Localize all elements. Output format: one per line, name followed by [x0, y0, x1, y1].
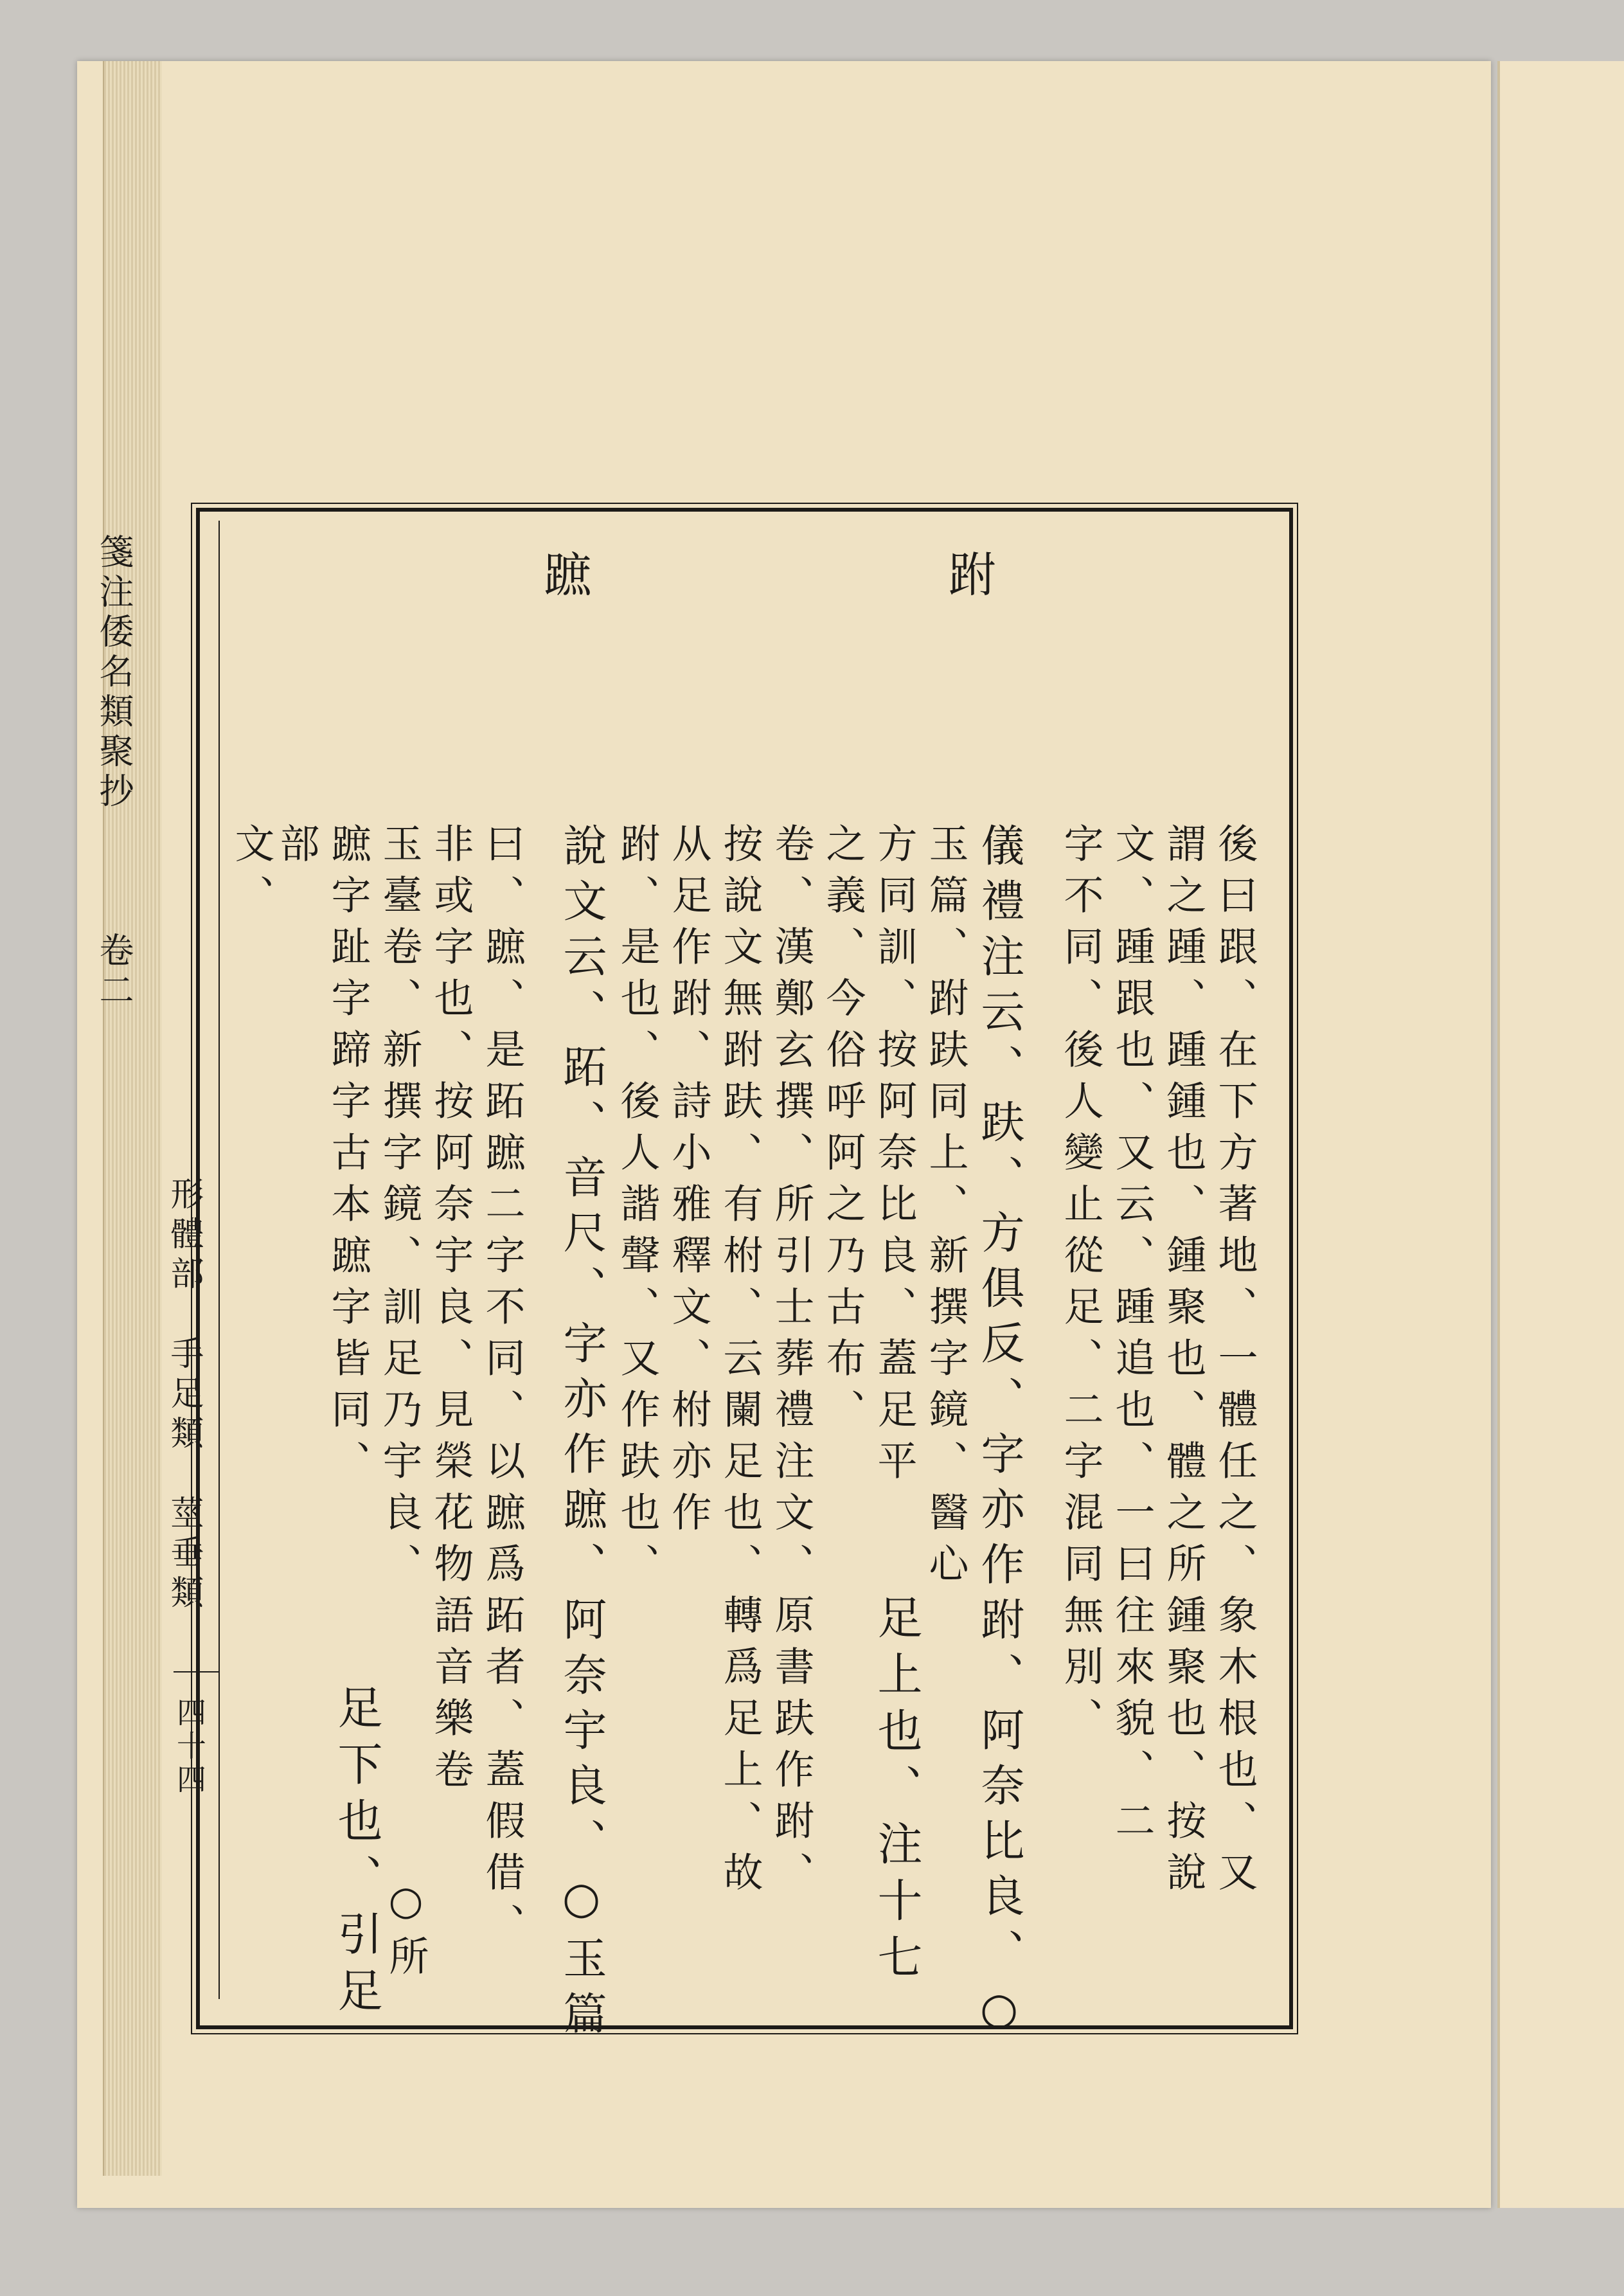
text-column-19: 文、	[228, 823, 275, 926]
text-column-17: 蹠字趾字蹄字古本蹠字皆同、	[325, 823, 371, 1491]
text-column-12: 跗、是也、後人諧聲、又作趺也、	[614, 823, 661, 1594]
text-column-3: 文、踵跟也、又云、踵追也、一曰往來貌、二	[1109, 823, 1156, 1851]
inline-heading-2: 足下也、引足	[330, 1684, 383, 2023]
inline-heading-3: ○所	[382, 1877, 429, 1987]
headword-2: 蹠	[536, 550, 591, 618]
text-column-18: 部	[273, 823, 320, 874]
headword-1: 跗	[941, 550, 996, 618]
text-column-4: 字不同、後人變止從足、二字混同無別、	[1057, 823, 1104, 1748]
text-column-1: 後曰跟、在下方著地、一體任之、象木根也、又	[1211, 823, 1258, 1903]
text-column-9: 卷、漢鄭玄撰、所引士葬禮注文、原書趺作跗、	[768, 823, 815, 1903]
text-column-10: 按說文無跗趺、有柎、云闌足也、轉爲足上、故	[717, 823, 763, 1903]
page-edges	[103, 61, 162, 2176]
page-number: 四十四	[172, 1697, 207, 1797]
text-column-2: 謂之踵、踵鍾也、鍾聚也、體之所鍾聚也、按說	[1160, 823, 1207, 1903]
text-column-7: 方同訓、按阿奈比良、蓋足平	[871, 823, 918, 1491]
spine-title: 箋注倭名類聚抄	[94, 534, 134, 812]
text-column-5: 儀禮注云、趺、方俱反、字亦作跗、阿奈比良、○	[974, 823, 1024, 2046]
text-column-8: 之義、今俗呼阿之乃古布、	[819, 823, 866, 1440]
inline-heading-1: 足上也、注十七	[870, 1594, 923, 1990]
text-column-13: 說文云、跖、音尺、字亦作蹠、阿奈宇良、○玉篇	[556, 823, 607, 2046]
text-column-16: 玉臺卷、新撰字鏡、訓足乃宇良、	[376, 823, 423, 1594]
text-column-15: 非或字也、按阿奈宇良、見榮花物語音樂卷	[427, 823, 474, 1800]
margin-rule	[219, 521, 220, 1999]
facing-page	[1497, 61, 1624, 2208]
section-label: 形體部 手足類 莖垂類	[165, 1176, 203, 1615]
text-column-6: 玉篇、跗趺同上、新撰字鏡、醫心	[922, 823, 969, 1594]
volume-label: 卷二	[94, 932, 134, 1012]
text-column-14: 曰、蹠、是跖蹠二字不同、以蹠爲跖者、蓋假借、	[479, 823, 526, 1954]
text-column-11: 从足作跗、詩小雅釋文、柎亦作	[665, 823, 712, 1543]
